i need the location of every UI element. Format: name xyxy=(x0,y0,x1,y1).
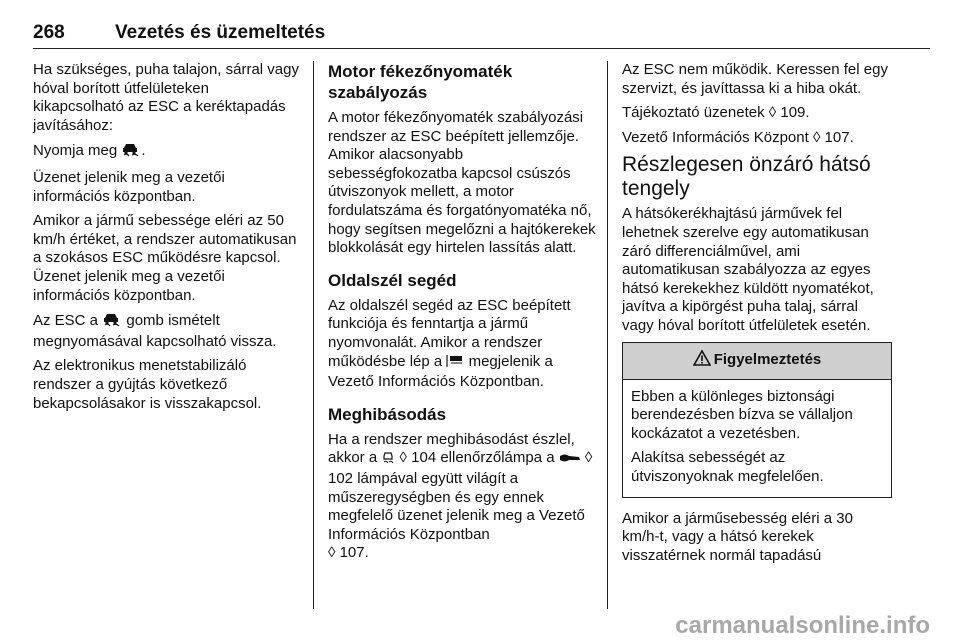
paragraph: Ha szükséges, puha talajon, sárral vagy hóval borított útfelületeken kikapcsolható az ESC a keréktapadás javításához: xyxy=(33,61,299,134)
page-title: Vezetés és üzemeltetés xyxy=(115,22,326,43)
text: Az ESC a xyxy=(33,312,99,330)
text: Nyomja meg xyxy=(33,142,118,160)
section-heading: Meghibásodás xyxy=(328,404,447,424)
text: Ha a rendszer meghibásodást észlel, akkor a xyxy=(328,430,575,467)
column-1 xyxy=(33,61,301,419)
paragraph: Az ESC nem működik. Keressen fel egy szervizt, és javíttassa ki a hiba okát. xyxy=(622,61,888,97)
warning-body xyxy=(623,380,891,497)
section-heading: Részlegesen önzáró hátsó tengely xyxy=(622,153,871,201)
warning-box xyxy=(622,342,892,498)
warning-triangle-icon xyxy=(693,350,711,372)
warning-title: Figyelmeztetés xyxy=(713,351,822,369)
text: megjelenik a Vezető Információs Központban. xyxy=(328,352,553,391)
column-2 xyxy=(328,61,596,569)
paragraph: A motor fékezőnyomaték szabályozási rendszer az ESC beépített jellemzője. Amikor alacsonyabb sebességfokozatba kapcsol csúszós útviszonyok mellett, a motor fordulatszáma és forgatónyomatéka nő, hogy segítsen megelőzni a hajtókerekek blokkolását egy hirtelen lassítás alatt. xyxy=(328,109,596,257)
text: Tájékoztató üzenetek xyxy=(622,104,765,122)
text: 102 lámpával együtt világít a műszeregységben és egy ennek megfelelő üzenet jelenik meg a Vezető Információs Központban xyxy=(328,469,585,543)
paragraph: Amikor a jármű sebessége eléri az 50 km/h értéket, a rendszer automatikusan a szokásos ESC működésre kapcsol. Üzenet jelenik meg a vezetői információs központban. xyxy=(33,212,297,304)
column-divider xyxy=(607,61,608,609)
text: . xyxy=(141,142,146,160)
paragraph: A hátsókerékhajtású járművek fel lehetnek szerelve egy automatikusan záró differenciálművel, ami automatikusan szabályozza az egyes hátsó kerekekhez küldött nyomatékot, javítva a kipörgést puha talaj, sárral vagy hóval borított útfelületek esetén. xyxy=(622,205,874,334)
paragraph xyxy=(33,311,301,351)
paragraph: Ebben a különleges biztonsági berendezésben bízva se vállaljon kockázatot a vezetésben. xyxy=(631,387,853,442)
text: 104 ellenőrzőlámpa a xyxy=(411,449,555,467)
column-3 xyxy=(622,61,892,571)
car-skid-icon xyxy=(102,311,122,333)
text: Az oldalszél segéd az ESC beépített funkciója és fenntartja a jármű nyomvonalát. Amikor a rendszer működésbe lép a xyxy=(328,296,571,370)
column-divider xyxy=(313,61,314,609)
warning-header xyxy=(623,343,891,380)
page-header xyxy=(33,22,930,49)
page-ref-triangle-icon: ◊ xyxy=(399,449,407,467)
paragraph xyxy=(622,129,892,148)
paragraph: Az elektronikus menetstabilizáló rendszer a gyújtás következő bekapcsolásakor is visszakapcsol. xyxy=(33,357,262,412)
section-heading: Motor fékezőnyomaték szabályozás xyxy=(328,62,513,102)
watermark: carmanualsonline.info xyxy=(675,612,930,639)
service-wrench-lamp-icon xyxy=(559,451,581,470)
page-number: 268 xyxy=(33,22,65,43)
section-heading: Oldalszél segéd xyxy=(328,270,457,290)
car-skid-icon xyxy=(121,141,141,163)
page-ref-triangle-icon: ◊ xyxy=(584,449,593,467)
text: 109. xyxy=(780,104,810,122)
paragraph: Alakítsa sebességét az útviszonyoknak megfelelően. xyxy=(631,449,824,485)
page-ref-triangle-icon: ◊ xyxy=(768,104,777,122)
paragraph: Üzenet jelenik meg a vezetői információs központban. xyxy=(33,168,225,205)
crosswind-icon xyxy=(446,354,464,374)
paragraph xyxy=(33,141,301,163)
text: Vezető Információs Központ xyxy=(622,128,809,146)
page-ref-triangle-icon: ◊ xyxy=(812,128,821,146)
paragraph xyxy=(328,431,596,563)
page-ref-triangle-icon: ◊ xyxy=(328,544,336,562)
paragraph: Amikor a járműsebesség eléri a 30 km/h-t, vagy a hátsó kerekek visszatérnek normál tapadású xyxy=(622,509,853,564)
paragraph xyxy=(328,297,596,392)
text: 107. xyxy=(824,128,854,146)
text: 107. xyxy=(339,544,369,562)
esc-warning-lamp-icon xyxy=(381,450,395,470)
text: gomb ismételt megnyomásával kapcsolható vissza. xyxy=(33,312,277,350)
paragraph xyxy=(622,104,892,123)
